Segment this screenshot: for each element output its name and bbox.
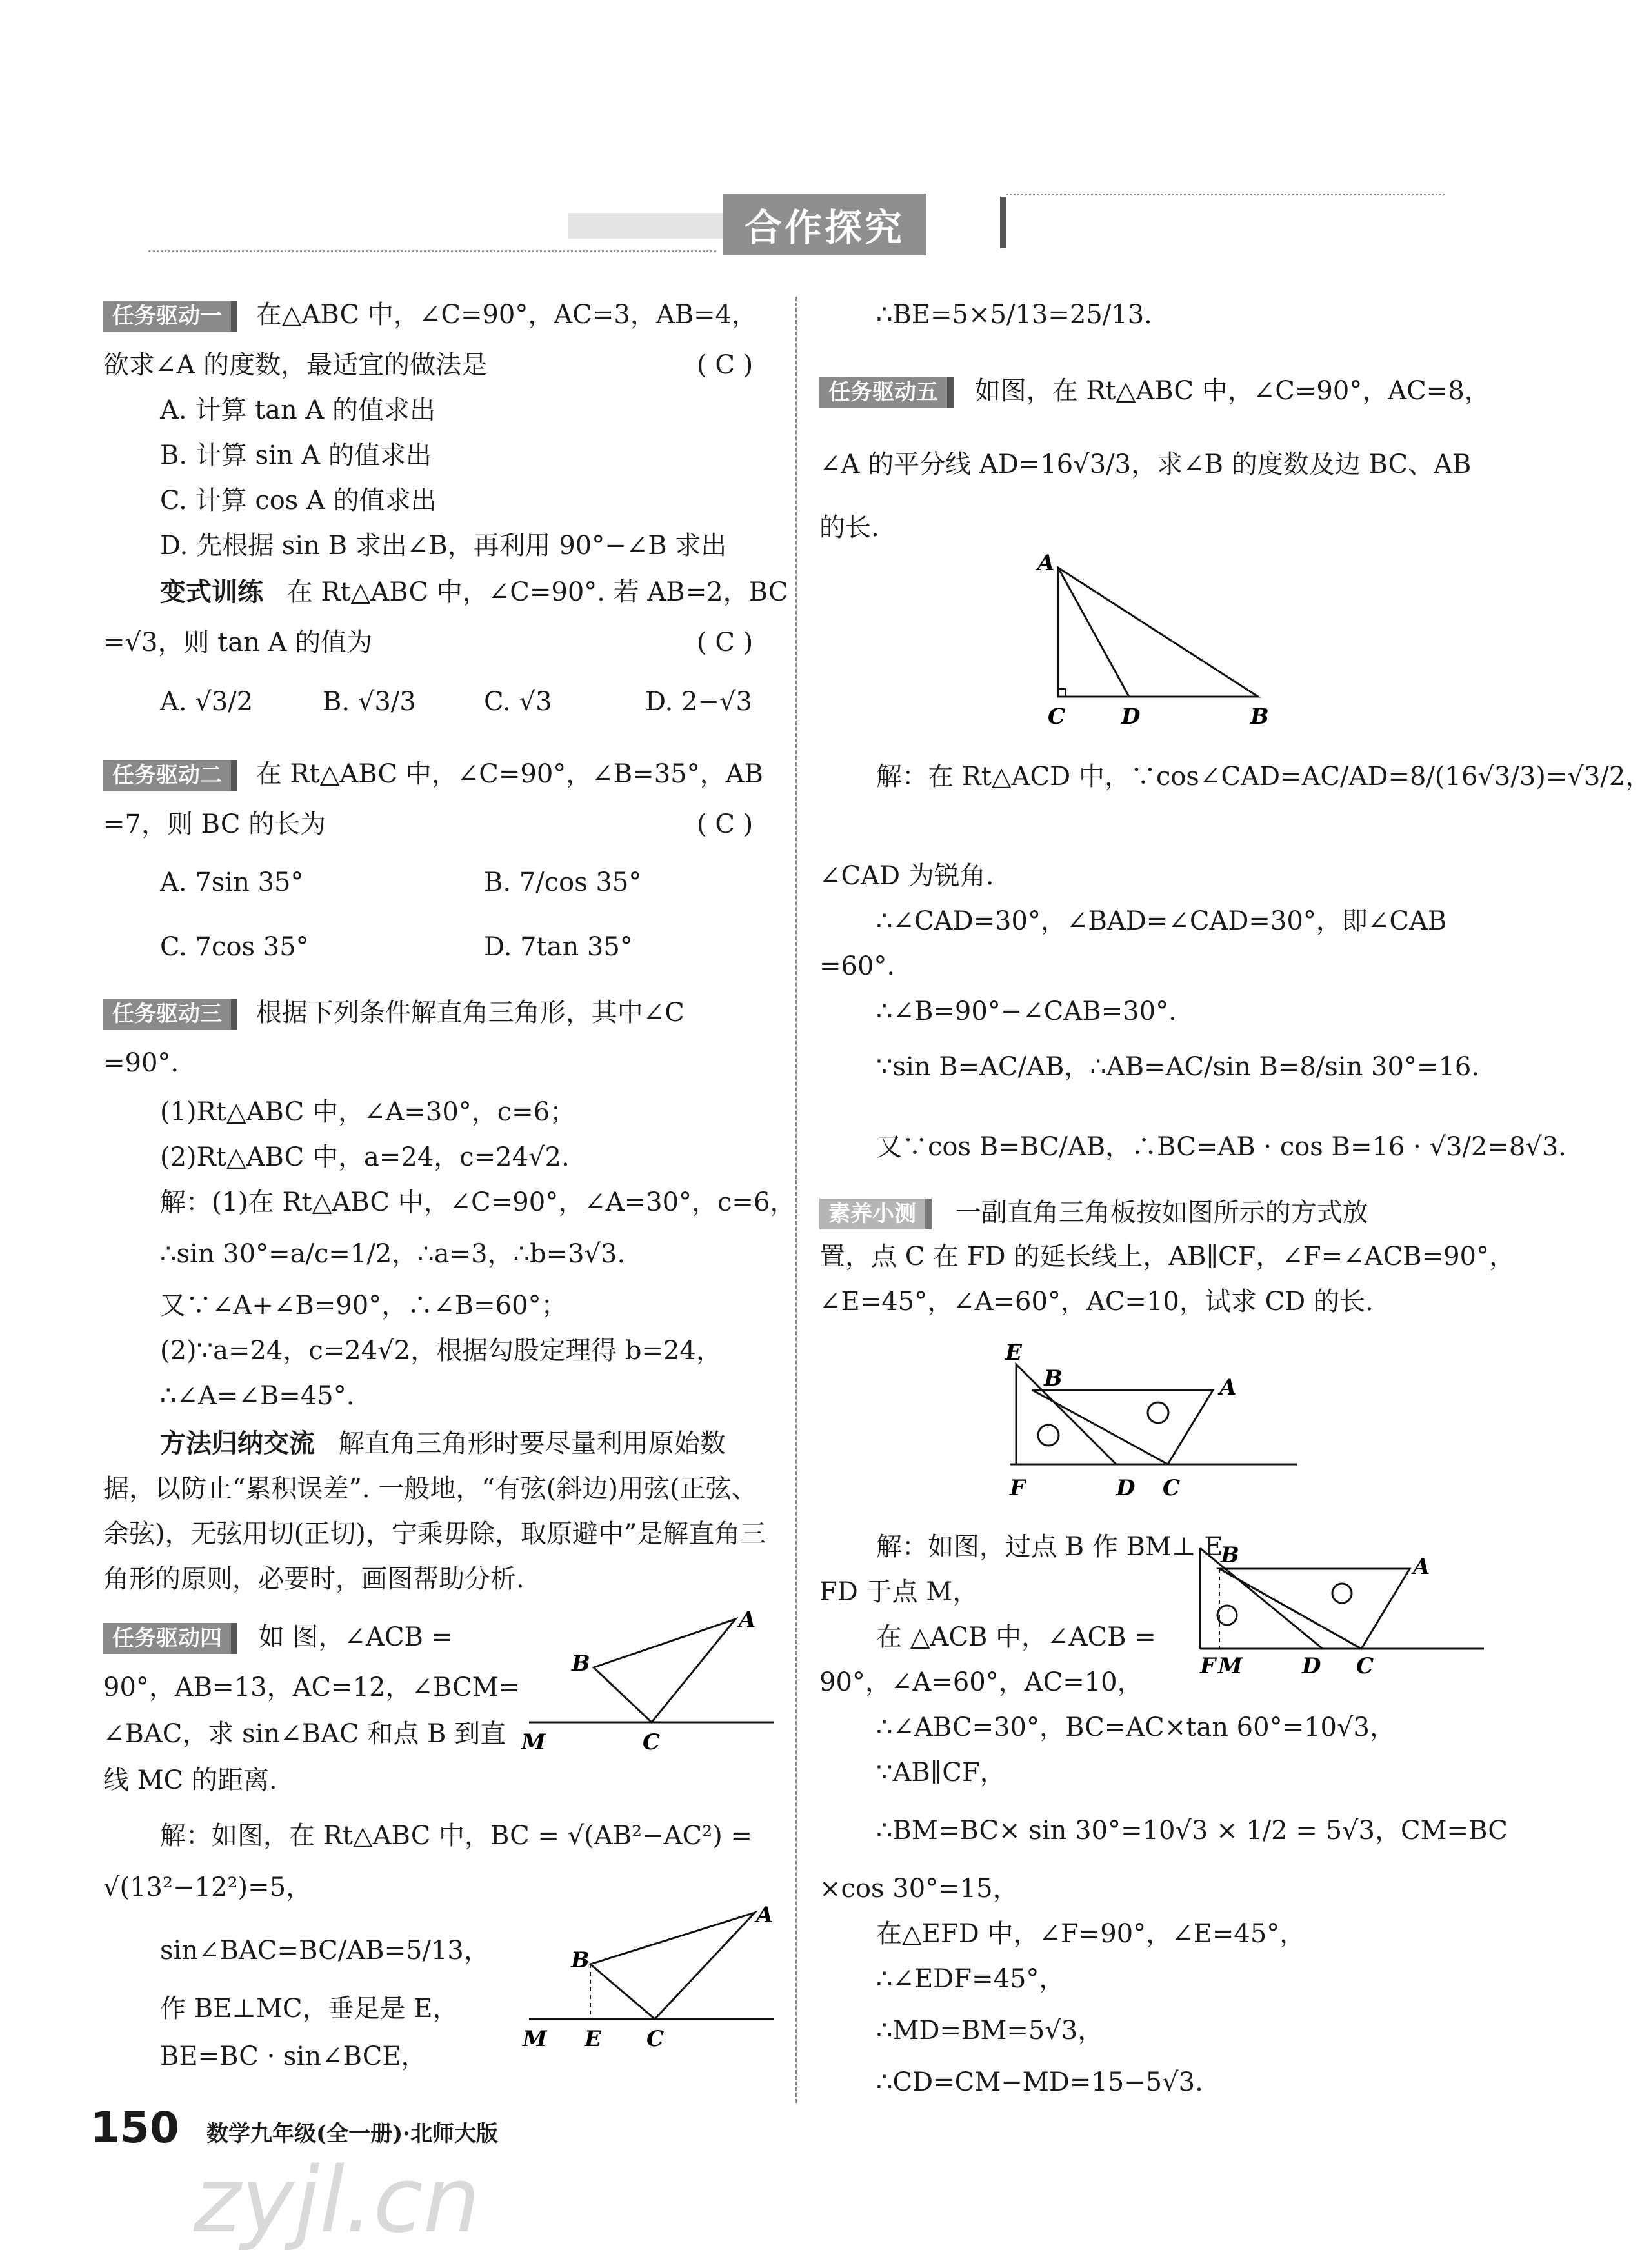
task2-option-c: C. 7cos 35° [160, 932, 309, 962]
task4-line2: 90°，AB=13，AC=12，∠BCM= [103, 1673, 521, 1702]
fig6-label-d: D [1116, 1475, 1136, 1501]
fig5-bisector [1058, 568, 1129, 697]
task1-option-c: C. 计算 cos A 的值求出 [160, 486, 437, 515]
task5-solution6: ∵sin B=AC/AB，∴AB=AC/sin B=8/sin 30°=16. [876, 1052, 1480, 1082]
variant-tag: 变式训练 [160, 577, 263, 607]
page-number: 150 [90, 2103, 179, 2153]
task4-solution4: 作 BE⊥MC，垂足是 E， [160, 1994, 459, 2024]
header-rule-right [1006, 194, 1445, 195]
fig4b-triangle [590, 1913, 755, 2019]
test-solution4: 90°，∠A=60°，AC=10， [819, 1667, 1143, 1697]
fig7-edge-ed [1200, 1548, 1323, 1649]
test-solution6: ∵AB∥CF， [876, 1758, 1006, 1787]
fig5-triangle [1058, 568, 1258, 697]
fig6-label-f: F [1010, 1475, 1026, 1501]
fig5-label-d: D [1121, 704, 1141, 730]
task1-option-d: D. 先根据 sin B 求出∠B，再利用 90°−∠B 求出 [160, 531, 727, 561]
test-line3: ∠E=45°，∠A=60°，AC=10，试求 CD 的长. [819, 1287, 1374, 1317]
fig5-label-a: A [1037, 550, 1055, 576]
fig4b-label-c: C [646, 2026, 665, 2052]
task3-solution5: ∴∠A=∠B=45°. [160, 1381, 355, 1411]
header-decor [568, 213, 723, 239]
task3-solution4: (2)∵a=24，c=24√2，根据勾股定理得 b=24， [160, 1336, 722, 1366]
fig7-hole-right [1332, 1584, 1352, 1603]
variant-option-b: B. √3/3 [323, 687, 416, 717]
test-solution1: 解：如图，过点 B 作 BM⊥ E [876, 1532, 1223, 1562]
fig4a-label-b: B [572, 1651, 590, 1676]
variant-answer: ( C ) [697, 628, 754, 657]
fig7-label-c: C [1356, 1653, 1374, 1679]
task3-solution2: ∴sin 30°=a/c=1/2，∴a=3，∴b=3√3. [160, 1239, 626, 1269]
variant-option-c: C. √3 [484, 687, 552, 717]
test-solution8: ×cos 30°=15， [819, 1874, 1019, 1904]
fig4a-label-m: M [521, 1729, 546, 1755]
task3-line2: =90°. [103, 1048, 179, 1078]
task3-condition1: (1)Rt△ABC 中，∠A=30°，c=6； [160, 1097, 576, 1127]
fig7-label-a: A [1413, 1554, 1430, 1580]
task5-solution3: ∴∠CAD=30°，∠BAD=∠CAD=30°，即∠CAB [876, 906, 1447, 936]
fig6-label-b: B [1044, 1366, 1063, 1391]
fig7-label-b: B [1221, 1542, 1239, 1568]
method-tag: 方法归纳交流 [160, 1429, 315, 1458]
task5-solution1: 解：在 Rt△ACD 中，∵cos∠CAD=AC/AD=8/(16√3/3)=√3/2， [876, 762, 1651, 791]
task5-tag: 任务驱动五 [819, 377, 954, 408]
task4-solution3: sin∠BAC=BC/AB=5/13， [160, 1936, 490, 1965]
test-solution7: ∴BM=BC× sin 30°=10√3 × 1/2 = 5√3，CM=BC [876, 1816, 1508, 1845]
task2-line2: =7，则 BC 的长为 [103, 810, 326, 839]
variant-line2: =√3，则 tan A 的值为 [103, 628, 373, 657]
method-line3: 余弦)，无弦用切(正切)，宁乘毋除，取原避中”是解直角三 [103, 1519, 766, 1549]
task4-tag: 任务驱动四 [103, 1623, 237, 1654]
fig5-label-c: C [1048, 704, 1066, 730]
task3-condition2: (2)Rt△ABC 中，a=24，c=24√2. [160, 1142, 570, 1172]
task3-tag: 任务驱动三 [103, 999, 237, 1030]
test-solution12: ∴CD=CM−MD=15−5√3. [876, 2067, 1203, 2097]
task3-line1: 任务驱动三 根据下列条件解直角三角形，其中∠C [103, 995, 685, 1031]
task2-option-d: D. 7tan 35° [484, 932, 633, 962]
fig4b-label-e: E [585, 2026, 601, 2052]
fig7-label-d: D [1302, 1653, 1321, 1679]
fig7-edge-bc [1219, 1569, 1361, 1649]
figure-test [994, 1335, 1310, 1509]
method-line2: 据，以防止“累积误差”. 一般地，“有弦(斜边)用弦(正弦、 [103, 1474, 757, 1504]
test-solution9: 在△EFD 中，∠F=90°，∠E=45°， [876, 1919, 1306, 1949]
test-solution10: ∴∠EDF=45°， [876, 1964, 1065, 1994]
task1-answer: ( C ) [697, 350, 754, 380]
fig6-triangle-efd [1016, 1364, 1116, 1464]
fig6-label-c: C [1163, 1475, 1181, 1501]
task5-line2: ∠A 的平分线 AD=16√3/3，求∠B 的度数及边 BC、AB [819, 450, 1472, 479]
task2-tag: 任务驱动二 [103, 760, 237, 791]
method-line1: 方法归纳交流 解直角三角形时要尽量利用原始数 [160, 1429, 726, 1458]
method-line4: 角形的原则，必要时，画图帮助分析. [103, 1564, 525, 1594]
task5-solution2: ∠CAD 为锐角. [819, 861, 994, 891]
task4-solution5: BE=BC · sin∠BCE， [160, 2042, 427, 2071]
test-tag: 素养小测 [819, 1199, 932, 1229]
task5-solution4: =60°. [819, 951, 896, 981]
task5-line1: 任务驱动五 如图，在 Rt△ABC 中，∠C=90°，AC=8， [819, 373, 1490, 409]
test-solution2: FD 于点 M， [819, 1577, 979, 1607]
header-rule-left [148, 250, 716, 252]
task4-line1: 任务驱动四 如 图，∠ACB = [103, 1619, 453, 1655]
fig7-triangle-bac [1219, 1569, 1410, 1649]
task2-option-a: A. 7sin 35° [160, 868, 304, 897]
test-solution11: ∴MD=BM=5√3， [876, 2016, 1104, 2045]
figure-task4-a [516, 1606, 787, 1761]
task2-line1: 任务驱动二 在 Rt△ABC 中，∠C=90°，∠B=35°，AB [103, 756, 763, 792]
section-title: 合作探究 [723, 194, 926, 255]
variant-option-d: D. 2−√3 [645, 687, 752, 717]
fig6-hole-right [1148, 1402, 1168, 1423]
figure-task4-b [523, 1896, 787, 2051]
fig4b-label-a: A [756, 1902, 774, 1928]
fig6-label-e: E [1005, 1340, 1022, 1366]
task3-solution1: 解：(1)在 Rt△ABC 中，∠C=90°，∠A=30°，c=6， [160, 1188, 796, 1217]
task5-solution7: 又∵cos B=BC/AB，∴BC=AB · cos B=16 · √3/2=8√3. [876, 1132, 1566, 1162]
task1-line1: 任务驱动一 在△ABC 中，∠C=90°，AC=3，AB=4， [103, 297, 757, 333]
fig7-label-f: F [1200, 1653, 1216, 1679]
task5-line3: 的长. [819, 513, 879, 542]
fig4a-label-a: A [739, 1607, 756, 1633]
fig5-label-b: B [1250, 704, 1269, 730]
test-line1: 素养小测 一副直角三角板按如图所示的方式放 [819, 1195, 1368, 1231]
test-line2: 置，点 C 在 FD 的延长线上，AB∥CF，∠F=∠ACB=90°， [819, 1242, 1516, 1271]
task5-solution5: ∴∠B=90°−∠CAB=30°. [876, 997, 1177, 1026]
watermark: zyjl.cn [194, 2148, 481, 2253]
fig6-hole-left [1038, 1425, 1059, 1446]
variant-line1: 变式训练 在 Rt△ABC 中，∠C=90°. 若 AB=2，BC [160, 577, 788, 607]
fig7-hole-left [1217, 1606, 1237, 1625]
task1-line2: 欲求∠A 的度数，最适宜的做法是 [103, 350, 488, 380]
fig7-label-m: M [1218, 1653, 1243, 1679]
task4-solution1: 解：如图，在 Rt△ABC 中，BC = √(AB²−AC²) = [160, 1821, 752, 1851]
test-solution3: 在 △ACB 中，∠ACB = [876, 1622, 1156, 1652]
figure-task5 [1019, 548, 1290, 735]
figure-test-solution [1187, 1529, 1490, 1677]
task4-solution2: √(13²−12²)=5， [103, 1873, 312, 1902]
fig6-triangle-bac [1032, 1390, 1213, 1464]
variant-option-a: A. √3/2 [160, 687, 254, 717]
task3-solution3: 又∵∠A+∠B=90°，∴∠B=60°； [160, 1291, 567, 1320]
fig4a-label-c: C [643, 1729, 661, 1755]
task4-line3: ∠BAC，求 sin∠BAC 和点 B 到直 [103, 1719, 506, 1749]
header-end-bar [1000, 197, 1006, 248]
task4-solution6: ∴BE=5×5/13=25/13. [876, 300, 1152, 330]
fig5-right-angle [1058, 689, 1066, 697]
fig6-label-a: A [1219, 1375, 1237, 1400]
task2-option-b: B. 7/cos 35° [484, 868, 642, 897]
test-solution5: ∴∠ABC=30°，BC=AC×tan 60°=10√3， [876, 1713, 1396, 1742]
fig4a-triangle [594, 1619, 735, 1722]
task1-option-b: B. 计算 sin A 的值求出 [160, 441, 432, 470]
task1-tag: 任务驱动一 [103, 301, 237, 332]
book-title: 数学九年级(全一册)·北师大版 [206, 2121, 499, 2147]
fig4b-label-b: B [571, 1947, 590, 1973]
task1-option-a: A. 计算 tan A 的值求出 [160, 395, 436, 425]
task4-line4: 线 MC 的距离. [103, 1766, 277, 1795]
fig4b-label-m: M [523, 2026, 547, 2052]
task2-answer: ( C ) [697, 810, 754, 839]
